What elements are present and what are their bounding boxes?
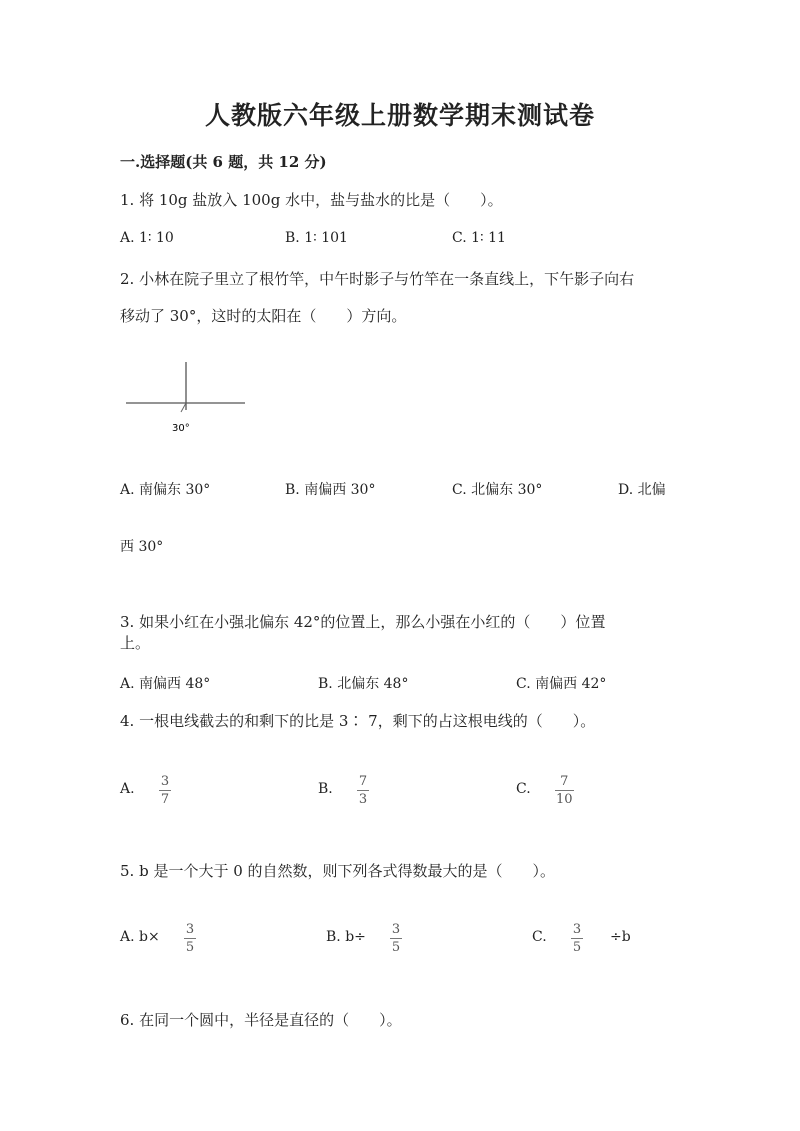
question-2-stem-line-2: 移动了 30°，这时的太阳在（ ）方向。 (120, 307, 407, 325)
fraction-bar (555, 790, 574, 791)
question-5-option-b-fraction (390, 922, 402, 955)
question-1-option-b: B. 1∶ 101 (285, 230, 348, 246)
denominator: 5 (391, 940, 401, 955)
question-5-option-c-prefix: C. (532, 929, 547, 945)
shadow-line (181, 403, 186, 412)
question-4-option-c-fraction (555, 774, 574, 807)
question-4-option-a-label: A. (120, 781, 135, 797)
bamboo-shadow-diagram (120, 358, 250, 438)
question-1-option-c: C. 1∶ 11 (452, 230, 506, 246)
fraction-bar (184, 938, 196, 939)
question-5-option-a-fraction (184, 922, 196, 955)
numerator: 3 (572, 922, 582, 937)
numerator: 3 (185, 922, 195, 937)
question-3-option-a: A. 南偏西 48° (120, 676, 211, 692)
question-4-option-c-label: C. (516, 781, 531, 797)
question-5-option-c-fraction (571, 922, 583, 955)
question-4-option-b-fraction (357, 774, 369, 807)
denominator: 10 (556, 792, 573, 807)
question-4-option-a-fraction (159, 774, 171, 807)
page-title: 人教版六年级上册数学期末测试卷 (204, 101, 595, 130)
denominator: 5 (572, 940, 582, 955)
question-2-option-a: A. 南偏东 30° (120, 482, 211, 498)
denominator: 7 (160, 792, 170, 807)
fraction-bar (390, 938, 402, 939)
question-4-stem: 4. 一根电线截去的和剩下的比是 3∶ 7，剩下的占这根电线的（ ）。 (120, 712, 596, 730)
question-3-stem-line-1: 3. 如果小红在小强北偏东 42°的位置上，那么小强在小红的（ ）位置 (120, 613, 606, 631)
question-2-option-c: C. 北偏东 30° (452, 482, 543, 498)
question-5-option-c-suffix: ÷b (610, 929, 631, 945)
question-6-stem: 6. 在同一个圆中，半径是直径的（ ）。 (120, 1011, 402, 1029)
numerator: 7 (560, 774, 569, 789)
question-2-option-b: B. 南偏西 30° (285, 482, 376, 498)
question-3-option-b: B. 北偏东 48° (318, 676, 409, 692)
question-2-option-d-wrap: 西 30° (120, 539, 164, 555)
question-1-option-a: A. 1∶ 10 (120, 230, 174, 246)
question-2-option-d: D. 北偏 (618, 482, 666, 498)
section-heading: 一.选择题(共 6 题，共 12 分) (120, 153, 327, 171)
question-2-stem-line-1: 2. 小林在院子里立了根竹竿，中午时影子与竹竿在一条直线上，下午影子向右 (120, 270, 635, 288)
question-4-option-b-label: B. (318, 781, 333, 797)
fraction-bar (159, 790, 171, 791)
denominator: 3 (358, 792, 368, 807)
question-5-option-a-prefix: A. b× (120, 929, 160, 945)
question-5-stem: 5. b 是一个大于 0 的自然数，则下列各式得数最大的是（ ）。 (120, 862, 556, 880)
numerator: 3 (391, 922, 401, 937)
question-1-stem: 1. 将 10g 盐放入 100g 水中，盐与盐水的比是（ ）。 (120, 191, 503, 209)
numerator: 3 (160, 774, 170, 789)
question-3-stem-line-2: 上。 (120, 634, 151, 652)
fraction-bar (357, 790, 369, 791)
denominator: 5 (185, 940, 195, 955)
angle-label: 30° (172, 423, 190, 434)
question-5-option-b-prefix: B. b÷ (326, 929, 366, 945)
numerator: 7 (358, 774, 368, 789)
fraction-bar (571, 938, 583, 939)
question-3-option-c: C. 南偏西 42° (516, 676, 607, 692)
